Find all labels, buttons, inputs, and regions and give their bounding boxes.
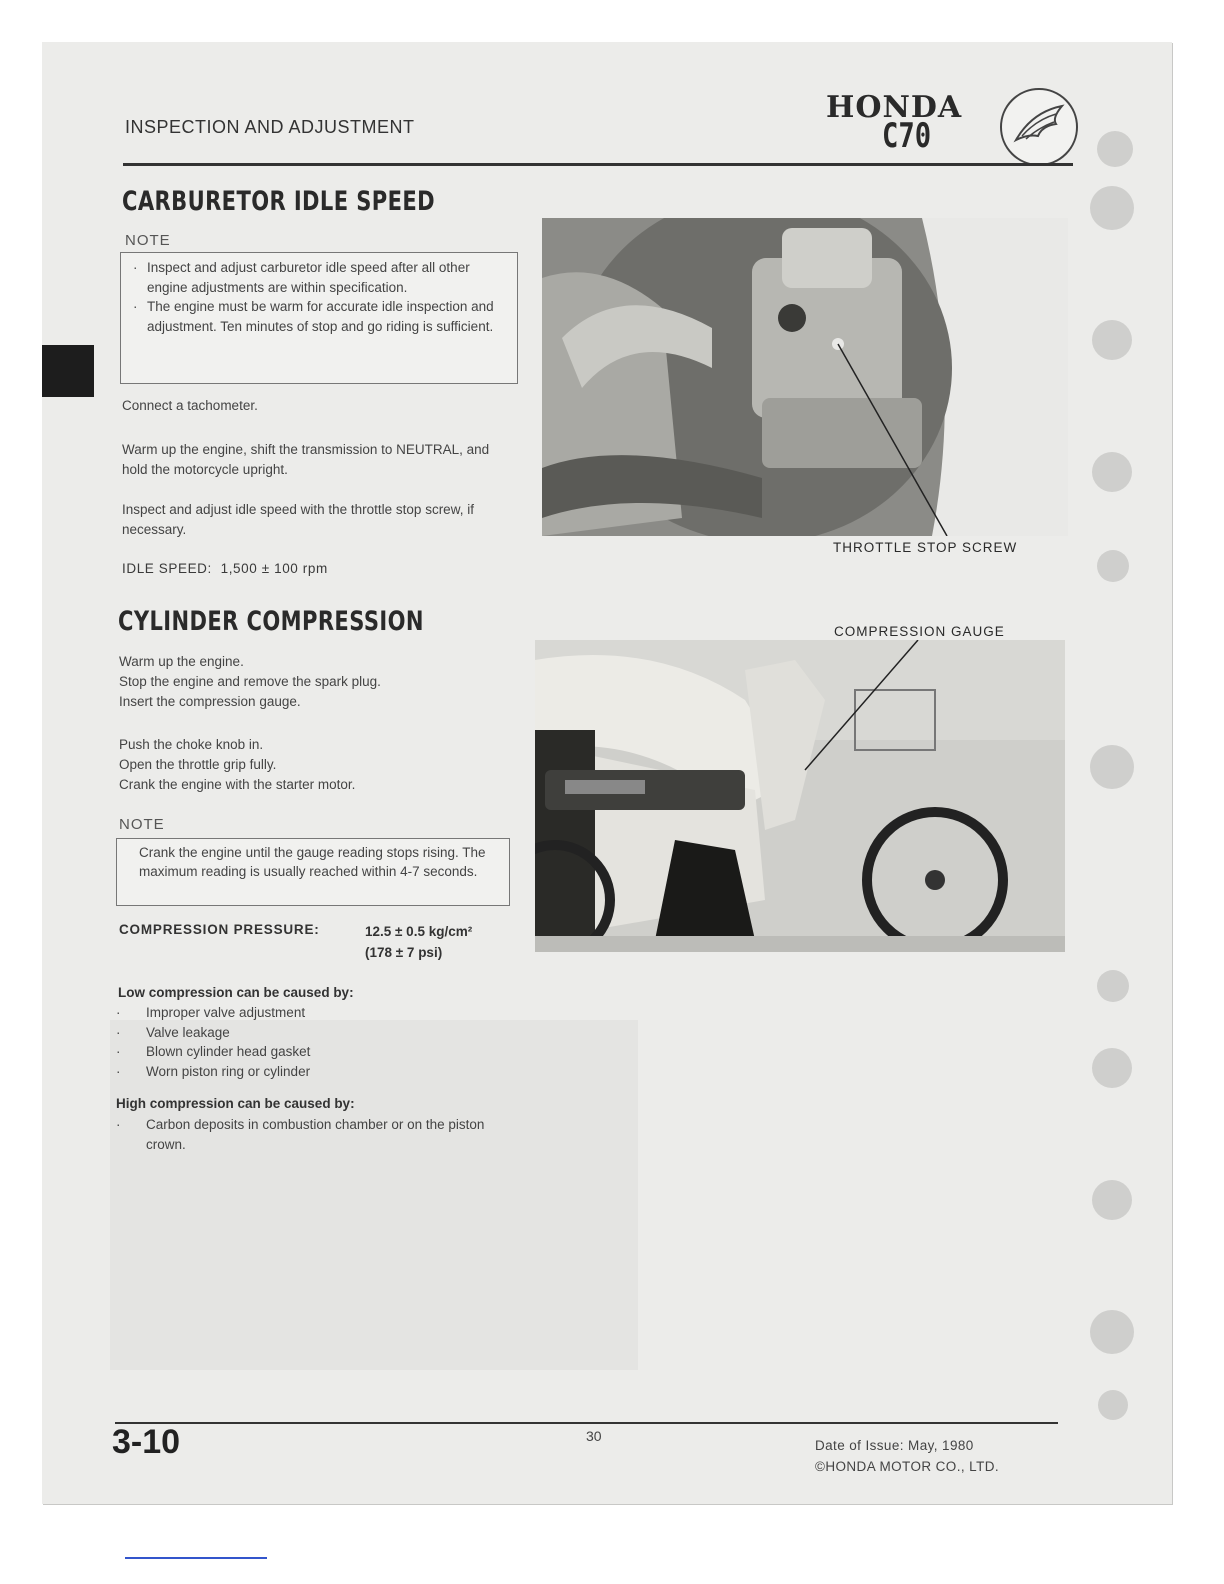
- steps-group: [119, 652, 511, 712]
- carburetor-photo: [542, 218, 1068, 536]
- step-text: Warm up the engine.: [119, 654, 244, 669]
- compression-gauge-photo: [535, 640, 1065, 952]
- compression-gauge-label: COMPRESSION GAUGE: [834, 624, 1005, 639]
- step-text: Inspect and adjust idle speed with the throttle stop screw, if necessary.: [122, 502, 474, 537]
- model-name: C70: [882, 116, 932, 156]
- list-item: · Worn piston ring or cylinder: [116, 1063, 311, 1079]
- list-item: · Carbon deposits in combustion chamber or on the piston crown.: [116, 1117, 485, 1152]
- binder-hole: [1097, 131, 1133, 167]
- section-header: INSPECTION AND ADJUSTMENT: [125, 117, 415, 137]
- binder-hole: [1097, 550, 1129, 582]
- note-item: · The engine must be warm for accurate idle inspection and adjustment. Ten minutes of stop and go riding is sufficient.: [133, 299, 494, 334]
- carburetor-section-title: CARBURETOR IDLE SPEED: [122, 186, 436, 217]
- footer-rule: [115, 1422, 1058, 1424]
- compression-pressure-value: 12.5 ± 0.5 kg/cm²: [365, 924, 473, 939]
- spec-value: 1,500 ± 100 rpm: [220, 561, 328, 576]
- binder-hole: [1090, 745, 1134, 789]
- step-text: Warm up the engine, shift the transmission to NEUTRAL, and hold the motorcycle upright.: [122, 442, 490, 477]
- step-text: Crank the engine with the starter motor.: [119, 777, 356, 792]
- note-item: · Inspect and adjust carburetor idle speed after all other engine adjustments are within specification.: [133, 260, 470, 295]
- step-text: Insert the compression gauge.: [119, 694, 301, 709]
- binder-hole: [1097, 970, 1129, 1002]
- copyright: ©HONDA MOTOR CO., LTD.: [815, 1459, 1000, 1474]
- binder-hole: [1092, 1180, 1132, 1220]
- high-compression-list: [116, 1115, 508, 1154]
- idle-speed-spec: [122, 561, 328, 576]
- note-label: NOTE: [125, 232, 171, 249]
- header-rule: [123, 163, 1073, 166]
- step-text: Connect a tachometer.: [122, 398, 258, 413]
- compression-note-box: [116, 838, 510, 906]
- high-compression-title: High compression can be caused by:: [116, 1096, 355, 1111]
- honda-wing-logo-icon: [1000, 88, 1078, 166]
- binder-hole: [1092, 320, 1132, 360]
- compression-pressure-psi: (178 ± 7 psi): [365, 945, 443, 960]
- link-underline: [125, 1557, 267, 1559]
- issue-info: [815, 1435, 999, 1477]
- binder-hole: [1092, 1048, 1132, 1088]
- section-tab: [42, 345, 94, 397]
- compression-section-title: CYLINDER COMPRESSION: [118, 606, 424, 637]
- note-label: NOTE: [119, 816, 165, 833]
- step-text: Push the choke knob in.: [119, 737, 264, 752]
- steps-group: [119, 735, 511, 795]
- binder-hole: [1090, 1310, 1134, 1354]
- binder-hole: [1090, 186, 1134, 230]
- low-compression-list: [116, 1003, 516, 1081]
- list-item: · Valve leakage: [116, 1024, 230, 1040]
- list-item: · Blown cylinder head gasket: [116, 1044, 311, 1059]
- brand-logo-text: HONDA: [826, 90, 963, 125]
- note-text: Crank the engine until the gauge reading stops rising. The maximum reading is usually reached within 4-7 seconds.: [139, 845, 486, 879]
- binder-hole: [1098, 1390, 1128, 1420]
- step-text: Open the throttle grip fully.: [119, 757, 277, 772]
- list-item: · Improper valve adjustment: [116, 1005, 306, 1020]
- step-text: Stop the engine and remove the spark plug.: [119, 674, 381, 689]
- low-compression-title: Low compression can be caused by:: [118, 985, 354, 1000]
- spec-label: IDLE SPEED:: [122, 561, 212, 576]
- page-code: 3-10: [112, 1423, 181, 1461]
- carb-note-box: [120, 252, 518, 384]
- compression-pressure-label: COMPRESSION PRESSURE:: [119, 922, 320, 937]
- page-number: 30: [586, 1428, 602, 1444]
- binder-hole: [1092, 452, 1132, 492]
- throttle-stop-screw-label: THROTTLE STOP SCREW: [833, 540, 1018, 555]
- issue-date: Date of Issue: May, 1980: [815, 1438, 974, 1453]
